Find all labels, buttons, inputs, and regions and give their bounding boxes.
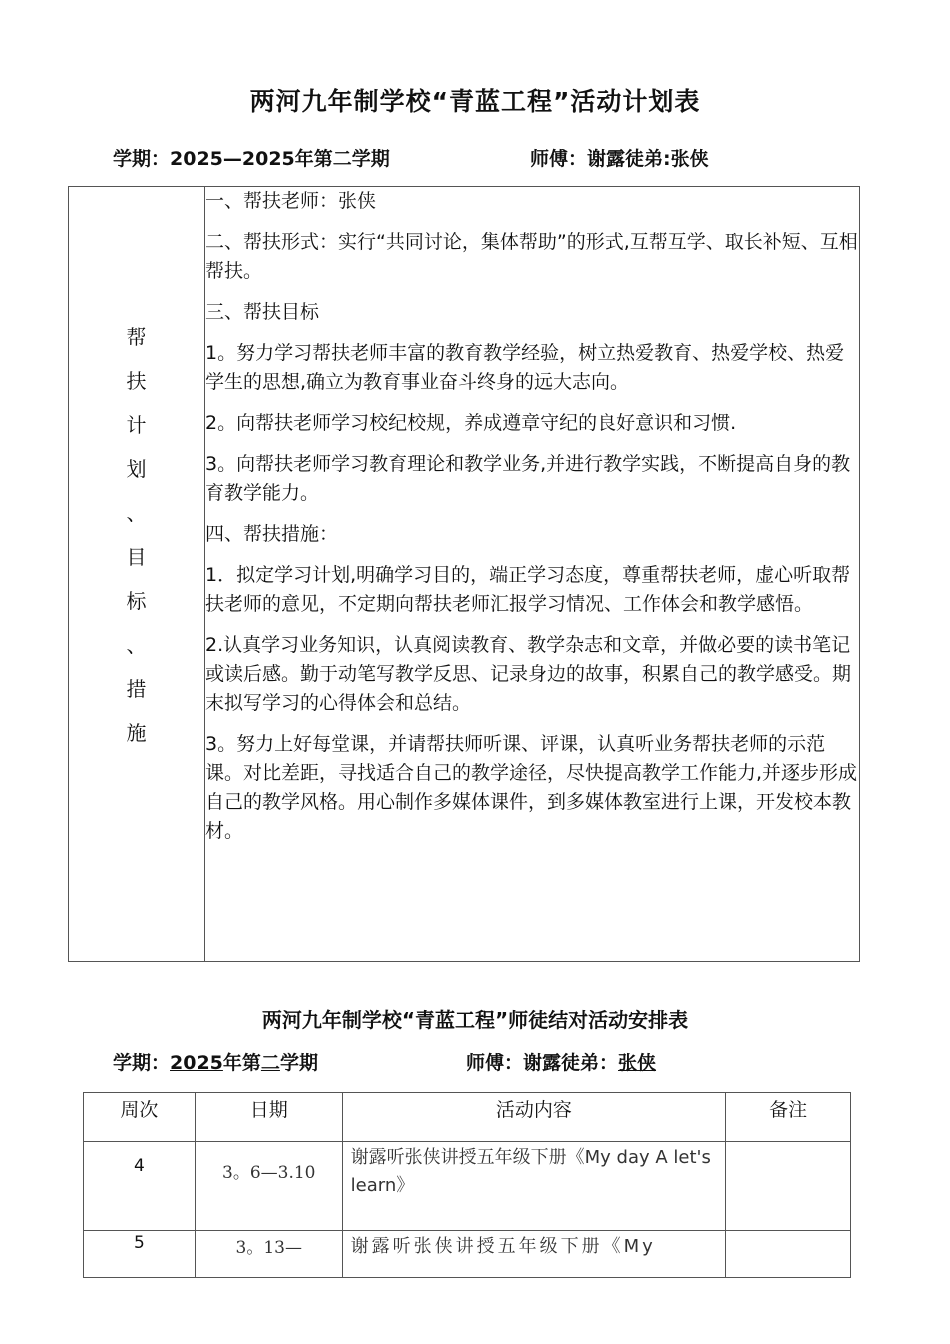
mentor-prefix: 师傅：谢露徒弟： (466, 1052, 619, 1074)
plan-paragraph: 三、帮扶目标 (205, 301, 320, 323)
plan-paragraph: 1．拟定学习计划,明确学习目的，端正学习态度，尊重帮扶老师，虚心听取帮扶老师的意见，不定期向帮扶老师汇报学习情况、工作体会和教学感悟。 (205, 564, 851, 615)
plan-side-label (69, 187, 204, 755)
plan-side-label-cell (69, 187, 205, 962)
mentor-name: 张侠 (618, 1052, 657, 1074)
header-note: 备注 (726, 1093, 851, 1142)
cell-activity: 谢露听张侠讲授五年级下册《My (342, 1231, 726, 1278)
cell-date: 3。6—3.10 (195, 1142, 342, 1231)
term-num: 二 (260, 1052, 280, 1074)
side-label-char: 措 (126, 677, 147, 701)
plan-paragraph: 四、帮扶措施： (205, 523, 339, 545)
schedule-term (113, 1048, 318, 1075)
plan-paragraph: 1。努力学习帮扶老师丰富的教育教学经验，树立热爱教育、热爱学校、热爱学生的思想,确立为教育事业奋斗终身的远大志向。 (205, 342, 845, 393)
side-label-char: 施 (126, 721, 147, 745)
plan-term: 学期：2025—2025年第二学期 (113, 148, 390, 170)
side-label-char: 目 (126, 545, 147, 569)
schedule-mentor-info (466, 1048, 656, 1075)
term-mid: 年第 (222, 1052, 261, 1074)
header-week: 周次 (84, 1093, 196, 1142)
plan-paragraph: 3。向帮扶老师学习教育理论和教学业务,并进行教学实践，不断提高自身的教育教学能力。 (205, 453, 851, 504)
term-suffix: 学期 (279, 1052, 318, 1074)
schedule-title: 两河九年制学校“青蓝工程”师徒结对活动安排表 (261, 1008, 689, 1032)
header-date: 日期 (195, 1093, 342, 1142)
term-prefix: 学期： (113, 1052, 171, 1074)
plan-paragraph: 2。向帮扶老师学习校纪校规，养成遵章守纪的良好意识和习惯. (205, 412, 737, 434)
side-label-char: 计 (126, 413, 147, 437)
cell-note (726, 1231, 851, 1278)
plan-paragraph: 二、帮扶形式：实行“共同讨论，集体帮助”的形式,互帮互学、取长补短、互相帮扶。 (205, 231, 858, 282)
plan-paragraph: 2.认真学习业务知识，认真阅读教育、教学杂志和文章，并做必要的读书笔记或读后感。勤于动笔写教学反思、记录身边的故事，积累自己的教学感受。期末拟写学习的心得体会和总结。 (205, 634, 852, 714)
schedule-table (83, 1092, 851, 1278)
cell-week: 5 (84, 1231, 196, 1278)
plan-content-cell (205, 187, 860, 962)
plan-paragraph: 一、帮扶老师：张侠 (205, 190, 377, 212)
plan-title: 两河九年制学校“青蓝工程”活动计划表 (249, 87, 701, 116)
plan-paragraph: 3。努力上好每堂课，并请帮扶师听课、评课，认真听业务帮扶老师的示范课。对比差距，寻找适合自己的教学途径，尽快提高教学工作能力,并逐步形成自己的教学风格。用心制作多媒体课件，到多媒体教室进行上课，开发校本教材。 (205, 733, 858, 842)
table-row (84, 1231, 851, 1278)
side-label-char: 扶 (126, 369, 147, 393)
side-label-char: 、 (126, 501, 147, 525)
side-label-char: 标 (126, 589, 147, 613)
side-label-char: 划 (126, 457, 147, 481)
plan-table (68, 186, 860, 962)
cell-note (726, 1142, 851, 1231)
header-activity: 活动内容 (342, 1093, 726, 1142)
schedule-header-row (84, 1093, 851, 1142)
side-label-char: 帮 (126, 325, 147, 349)
term-year: 2025 (170, 1052, 223, 1074)
table-row (84, 1142, 851, 1231)
cell-date: 3。13— (195, 1231, 342, 1278)
plan-mentor-info: 师傅：谢露徒弟:张侠 (530, 148, 709, 170)
side-label-char: 、 (126, 633, 147, 657)
cell-week: 4 (84, 1142, 196, 1231)
cell-activity: 谢露听张侠讲授五年级下册《My day A let's learn》 (342, 1142, 726, 1231)
